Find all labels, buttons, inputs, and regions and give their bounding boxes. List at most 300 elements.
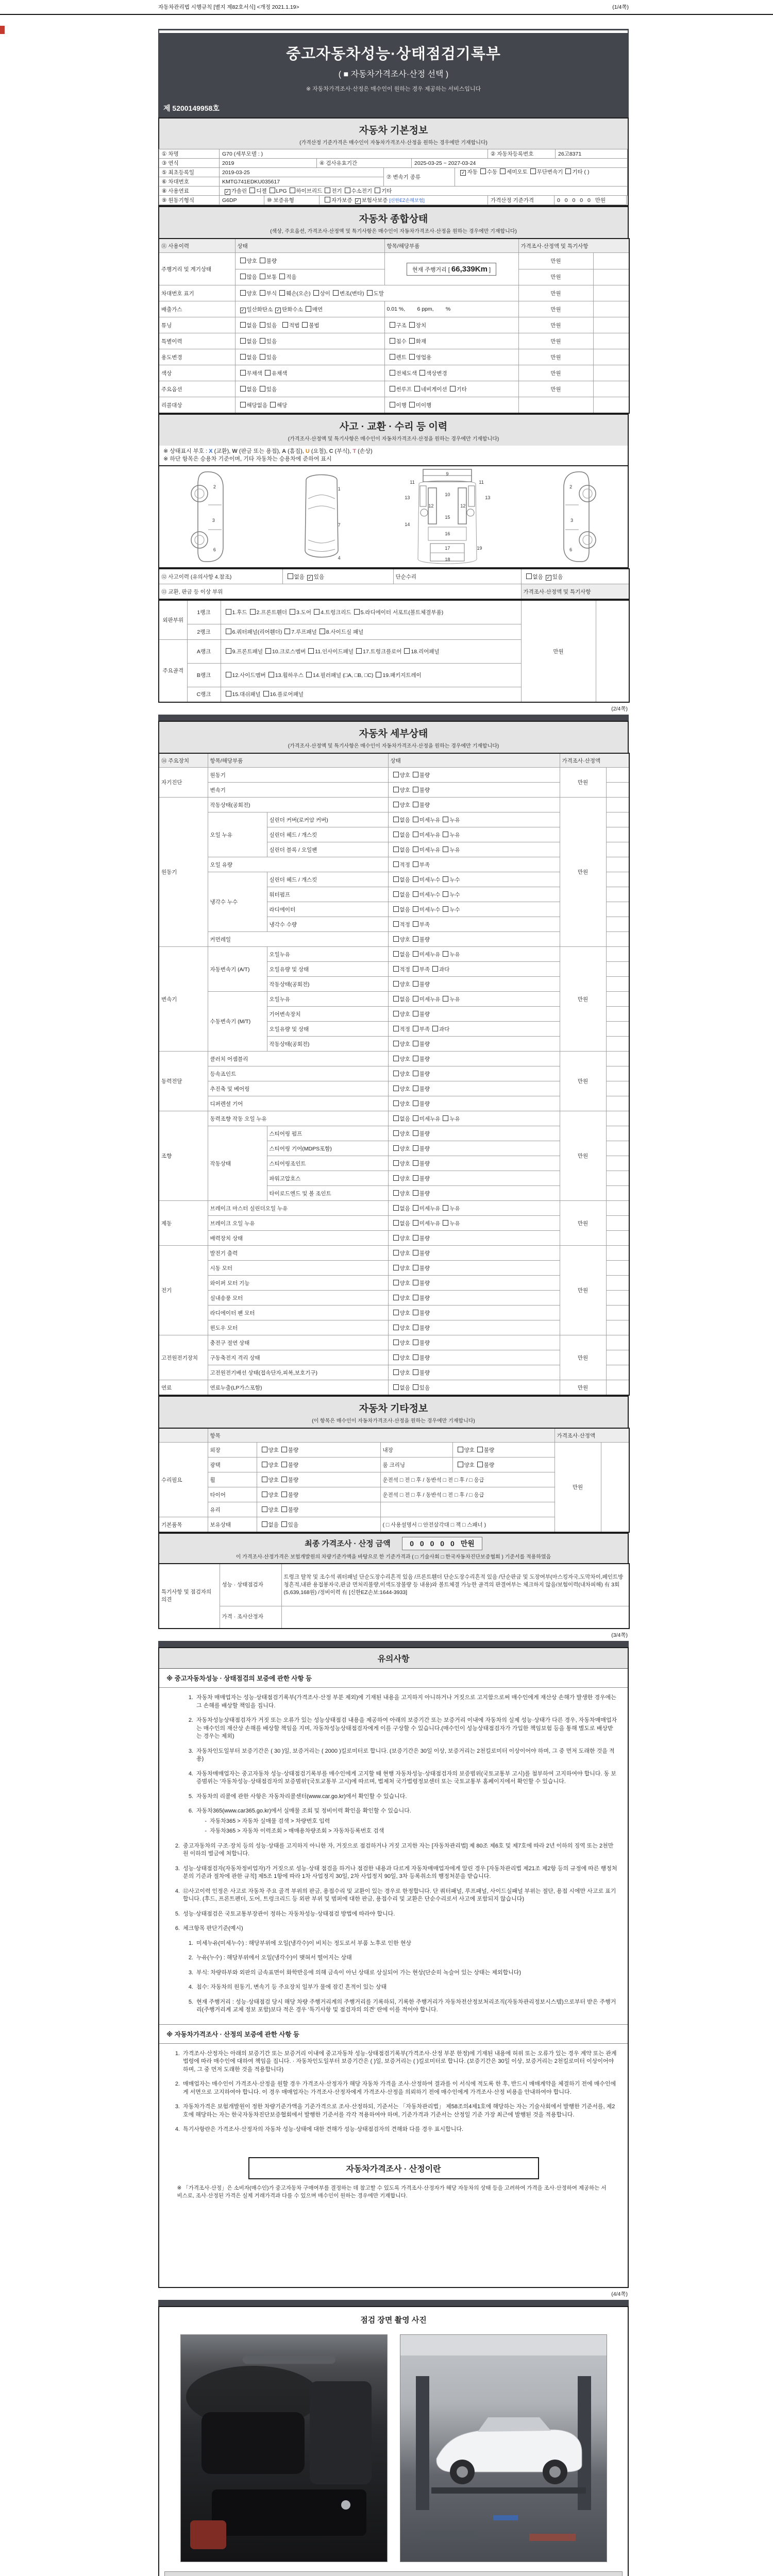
checkbox[interactable] (390, 370, 395, 376)
row-label: 색상 (159, 365, 235, 381)
checkbox[interactable] (240, 338, 246, 344)
price-cell: 만원 (518, 365, 593, 381)
diagram-part-number: 17 (445, 546, 450, 551)
accident-subtitle: (가격조사·산정액 및 특기사항은 매수인이 자동차가격조사·산정을 원하는 경우에만 기재합니다) (288, 436, 499, 442)
checkbox[interactable] (390, 322, 395, 328)
notice-section-2: ※ 자동차가격조사 · 산정의 보증에 관한 사항 등 (159, 2024, 628, 2044)
checkbox[interactable] (413, 981, 418, 987)
checkbox-label: 불량 (419, 1056, 430, 1062)
remark-cell (606, 872, 629, 887)
checkbox[interactable] (240, 290, 246, 296)
checkbox[interactable] (413, 772, 418, 777)
checkbox[interactable] (281, 1492, 287, 1497)
checkbox[interactable] (393, 772, 399, 777)
checkbox[interactable] (413, 1190, 418, 1196)
checkbox[interactable] (262, 1506, 267, 1512)
checkbox[interactable] (308, 648, 314, 654)
checkbox-label: 4.트렁크리드 (321, 609, 351, 616)
group-price: 만원 (560, 1335, 606, 1380)
checkbox[interactable] (413, 1250, 418, 1256)
group-price: 만원 (560, 1111, 606, 1201)
checkbox[interactable] (413, 1220, 418, 1226)
checkbox[interactable] (313, 290, 319, 296)
col-price: 가격조사·산정액 (554, 1428, 629, 1443)
checkbox[interactable] (260, 354, 265, 360)
checkbox-label: 없음 (399, 891, 410, 898)
item-label: 휠 (208, 1472, 257, 1487)
checkbox-label: 양호 (399, 787, 410, 793)
checkbox[interactable] (226, 629, 231, 634)
checkbox[interactable] (375, 188, 380, 193)
checkbox-label: 10.크로스멤버 (272, 648, 306, 655)
checkbox-label: 미세누유 (419, 1220, 441, 1227)
checkbox[interactable] (409, 354, 415, 360)
checkbox[interactable] (263, 691, 269, 697)
checkbox[interactable] (393, 921, 399, 927)
checkbox[interactable] (393, 787, 399, 792)
checkbox[interactable] (393, 1354, 399, 1360)
checkbox-label: 누유 (449, 1115, 460, 1122)
checkbox[interactable] (240, 354, 246, 360)
device-group: 자기진단 (159, 768, 208, 798)
checkbox[interactable] (443, 1205, 448, 1211)
checkbox[interactable] (260, 338, 265, 344)
checkbox-label: 상이 (320, 290, 330, 297)
checkbox[interactable] (249, 188, 255, 193)
checkbox-label: 양호 (399, 1369, 410, 1376)
row-label: 차대번호 표기 (159, 285, 235, 301)
checkbox[interactable] (390, 354, 395, 360)
checkbox[interactable]: ✓ (461, 170, 465, 175)
state-options (388, 1201, 560, 1216)
state-code: X (209, 448, 213, 454)
page-divider (158, 2300, 629, 2306)
checkbox[interactable] (443, 1115, 448, 1121)
rank-items (221, 600, 521, 624)
checkbox[interactable] (393, 1056, 399, 1061)
checkbox[interactable] (393, 1205, 399, 1211)
checkbox[interactable] (393, 981, 399, 987)
col-price: 가격조사·산정액 및 특기사항 (518, 239, 629, 253)
checkbox[interactable] (413, 1235, 418, 1241)
checkbox[interactable] (413, 921, 418, 927)
checkbox[interactable] (409, 322, 415, 328)
item-cell (384, 317, 518, 333)
checkbox[interactable] (240, 258, 246, 263)
checkbox[interactable] (393, 906, 399, 912)
checkbox[interactable] (240, 402, 246, 408)
checkbox[interactable] (240, 274, 246, 279)
checkbox[interactable] (413, 1071, 418, 1076)
checkbox[interactable] (413, 1026, 418, 1031)
checkbox-label: 19.패키지트레이 (382, 672, 422, 679)
remark-cell (606, 812, 629, 827)
checkbox[interactable] (262, 1447, 267, 1452)
checkbox[interactable]: ✓ (308, 574, 312, 580)
checkbox[interactable] (393, 1340, 399, 1345)
checkbox[interactable] (393, 1026, 399, 1031)
device-group: 제동 (159, 1201, 208, 1246)
checkbox[interactable] (281, 1477, 287, 1482)
checkbox[interactable] (393, 1086, 399, 1091)
checkbox-label: 양호 (399, 981, 410, 988)
checkbox[interactable] (443, 996, 448, 1002)
checkbox[interactable]: ✓ (241, 307, 245, 313)
checkbox[interactable] (281, 1521, 287, 1527)
checkbox[interactable] (393, 996, 399, 1002)
checkbox[interactable] (450, 386, 456, 392)
remark-cell (593, 397, 629, 414)
remark-cell (606, 1141, 629, 1156)
checkbox-label: 과다 (439, 1026, 450, 1032)
checkbox[interactable] (393, 1220, 399, 1226)
position-options: 운전석 □ 전 □ 후 / 동반석 □ 전 □ 후 / □ 응급 (380, 1487, 554, 1502)
checkbox[interactable] (432, 1026, 438, 1031)
checkbox[interactable] (413, 1369, 418, 1375)
checkbox[interactable] (413, 1205, 418, 1211)
state-options (388, 1276, 560, 1291)
checkbox[interactable] (393, 1265, 399, 1270)
checkbox[interactable] (354, 609, 360, 615)
checkbox[interactable] (443, 832, 448, 837)
checkbox[interactable] (281, 1462, 287, 1467)
checkbox[interactable] (260, 258, 265, 263)
item-label: 동력조향 작동 오일 누유 (208, 1111, 388, 1126)
basic-info-title: 자동차 기본정보 (359, 125, 428, 136)
checkbox-label: 누유 (449, 996, 460, 1003)
checkbox[interactable] (413, 787, 418, 792)
checkbox[interactable] (413, 966, 418, 972)
checkbox[interactable] (226, 672, 231, 677)
checkbox[interactable] (390, 338, 395, 344)
checkbox[interactable] (320, 629, 325, 634)
remark-cell (593, 253, 629, 269)
checkbox[interactable] (413, 951, 418, 957)
checkbox-label: 없음 (399, 996, 410, 1003)
checkbox[interactable] (414, 386, 420, 392)
checkbox[interactable] (413, 1310, 418, 1315)
checkbox-label: 누유 (449, 1220, 460, 1227)
checkbox-label: 12.사이드멤버 (232, 672, 266, 679)
checkbox[interactable] (325, 197, 330, 202)
checkbox[interactable] (393, 966, 399, 972)
checkbox[interactable] (443, 951, 448, 957)
checkbox[interactable] (404, 648, 410, 654)
checkbox[interactable] (288, 573, 293, 579)
checkbox[interactable] (325, 188, 330, 193)
checkbox[interactable] (393, 861, 399, 867)
checkbox-label: 양호 (399, 1056, 410, 1062)
checkbox[interactable] (260, 386, 265, 392)
diagram-part-number: 6 (569, 547, 573, 552)
checkbox[interactable] (413, 1056, 418, 1061)
checkbox[interactable] (413, 1265, 418, 1270)
remark-cell (606, 1201, 629, 1216)
checkbox[interactable] (226, 648, 231, 654)
checkbox-label: 적음 (286, 274, 297, 281)
checkbox[interactable] (262, 1477, 267, 1482)
car-diagram-right-side (543, 469, 604, 565)
detail-table (158, 753, 630, 1396)
item-label: 등속죠인트 (208, 1066, 388, 1081)
checkbox[interactable] (393, 951, 399, 957)
notice-item: 6. 체크항목 판단기준(예시) (175, 1925, 243, 1931)
checkbox[interactable] (526, 573, 532, 579)
checkbox[interactable] (413, 1175, 418, 1181)
item-label: 타이로드엔드 및 볼 조인트 (267, 1186, 388, 1201)
checkbox[interactable] (458, 1462, 463, 1467)
rank-items (221, 624, 521, 639)
checkbox[interactable] (390, 402, 395, 408)
item-label: 실린더 커버(로커암 커버) (267, 812, 388, 827)
checkbox[interactable] (413, 817, 418, 822)
checkbox[interactable] (302, 322, 308, 328)
car-diagram-top-view (291, 469, 352, 565)
checkbox[interactable] (413, 936, 418, 942)
row-label: 주요옵션 (159, 381, 235, 397)
item-label: 고전원전기배선 상태(접속단자,피복,보호기구) (208, 1365, 388, 1380)
checkbox-label: 양호 (464, 1447, 475, 1453)
checkbox[interactable] (413, 1145, 418, 1151)
checkbox-label: 화재 (415, 338, 427, 345)
checkbox-label: 15.대쉬패널 (232, 691, 261, 698)
item-label: 와이퍼 모터 기능 (208, 1276, 388, 1291)
checkbox[interactable] (376, 672, 381, 677)
checkbox[interactable]: ✓ (356, 198, 360, 204)
checkbox[interactable] (413, 1130, 418, 1136)
checkbox[interactable] (345, 188, 350, 193)
checkbox[interactable] (226, 609, 231, 615)
checkbox[interactable] (413, 1354, 418, 1360)
checkbox[interactable] (270, 402, 276, 408)
checkbox[interactable] (413, 1295, 418, 1300)
checkbox[interactable]: ✓ (546, 574, 551, 580)
checkbox[interactable] (413, 1086, 418, 1091)
col-usage: ⑪ 사용이력 (159, 239, 235, 253)
checkbox-label: 없음 (532, 573, 543, 580)
checkbox[interactable] (413, 996, 418, 1002)
checkbox[interactable] (413, 802, 418, 807)
document-header (158, 29, 629, 117)
checkbox-label: 불량 (419, 1086, 430, 1092)
checkbox[interactable] (284, 629, 290, 634)
item-label: 룸 크리닝 (380, 1458, 452, 1472)
checkbox[interactable] (281, 1447, 287, 1452)
checkbox[interactable] (290, 188, 295, 193)
group-price: 만원 (560, 768, 606, 798)
checkbox[interactable]: ✓ (225, 189, 230, 194)
checkbox[interactable] (393, 1250, 399, 1256)
checkbox-label: 불량 (483, 1447, 495, 1453)
checkbox[interactable] (413, 846, 418, 852)
checkbox-label: 있음 (266, 338, 277, 345)
rank-label: 2랭크 (187, 624, 221, 639)
checkbox[interactable] (393, 802, 399, 807)
checkbox[interactable] (480, 168, 486, 174)
checkbox[interactable] (565, 168, 571, 174)
checkbox[interactable] (265, 648, 271, 654)
notice-item: 5. 자동차의 리콜에 관한 사항은 자동차리콜센터(www.car.go.kr)에서 확인할 수 있습니다. (188, 1793, 407, 1800)
checkbox[interactable] (413, 1160, 418, 1166)
checkbox[interactable] (262, 1462, 267, 1467)
checkbox[interactable] (393, 1100, 399, 1106)
checkbox[interactable] (265, 370, 271, 376)
notice-item: 4. 자동차매매업자는 중고자동차 성능·상태점검기록부를 매수인에게 고지할 때 현행 자동차성능·상태점검자의 보증범위(국토교통부 고시)를 첨부하여 고지하여야 합니다. 동 보증범위는 '자동차성능·상태점검자의 보증범위'(국토교통부 고시)에 따르며, 법제처 국가법령정보센터 또는 국토교통부 홈페이지에서 확인할 수 있습니다. (188, 1770, 616, 1785)
checkbox[interactable] (477, 1462, 483, 1467)
checkbox-label: 구조 (396, 322, 407, 329)
checkbox-label: 불량 (419, 802, 430, 808)
checkbox[interactable] (393, 846, 399, 852)
checkbox[interactable] (413, 1011, 418, 1016)
checkbox[interactable] (393, 1310, 399, 1315)
state-options (452, 1443, 554, 1458)
checkbox[interactable] (393, 1115, 399, 1121)
checkbox[interactable] (260, 322, 265, 328)
checkbox[interactable] (413, 876, 418, 882)
checkbox[interactable] (393, 891, 399, 897)
remark-cell (606, 917, 629, 932)
diagram-part-number: 13 (405, 495, 410, 500)
checkbox[interactable] (419, 370, 425, 376)
checkbox[interactable] (281, 1506, 287, 1512)
checkbox[interactable] (393, 1160, 399, 1166)
checkbox[interactable] (393, 832, 399, 837)
checkbox[interactable] (413, 1325, 418, 1330)
checkbox[interactable] (333, 290, 339, 296)
checkbox[interactable] (314, 609, 320, 615)
checkbox[interactable] (393, 1295, 399, 1300)
checkbox-label: 16.플로어패널 (270, 691, 304, 698)
checkbox[interactable] (282, 322, 288, 328)
checkbox-label: 양호 (268, 1506, 279, 1513)
checkbox[interactable] (393, 1041, 399, 1046)
checkbox-label: 양호 (399, 802, 410, 808)
basic-items-group: 기본품목 (159, 1517, 208, 1533)
checkbox[interactable] (393, 817, 399, 822)
checkbox[interactable] (260, 290, 265, 296)
checkbox[interactable] (393, 1280, 399, 1285)
checkbox[interactable] (443, 891, 448, 897)
state-options (388, 1111, 560, 1126)
checkbox[interactable] (393, 1235, 399, 1241)
page-divider (158, 715, 629, 721)
checkbox[interactable] (367, 290, 373, 296)
checkbox[interactable] (393, 1325, 399, 1330)
car-diagram-underbody (398, 465, 496, 568)
checkbox[interactable] (458, 1447, 463, 1452)
checkbox[interactable] (240, 322, 246, 328)
checkbox[interactable] (443, 1220, 448, 1226)
remark-cell (606, 1111, 629, 1126)
checkbox-label: 누유 (449, 817, 460, 823)
checkbox-label: 있음 (266, 322, 277, 329)
etc-table (158, 1428, 630, 1533)
checkbox[interactable] (262, 1521, 267, 1527)
checkbox[interactable] (393, 1190, 399, 1196)
checkbox[interactable]: ✓ (276, 307, 280, 313)
checkbox[interactable] (393, 1175, 399, 1181)
checkbox[interactable] (356, 648, 362, 654)
checkbox[interactable] (413, 1115, 418, 1121)
checkbox[interactable] (226, 691, 231, 697)
checkbox-label: 해당없음 (246, 402, 268, 409)
checkbox[interactable] (393, 1011, 399, 1016)
remarks-label: 특기사항 및 점검자의 의견 (159, 1564, 220, 1629)
remark-cell (606, 1126, 629, 1141)
overall-subtitle: (색상, 주요옵션, 가격조사·산정액 및 특기사항은 매수인이 자동차가격조사·산정을 원하는 경우에만 기재합니다) (270, 229, 517, 234)
value-model-year: 2019 (219, 158, 317, 168)
checkbox-label: 없음 (399, 1220, 410, 1227)
item-label: 연료누출(LP가스포함) (208, 1380, 388, 1396)
checkbox[interactable] (443, 846, 448, 852)
remark-cell (606, 1246, 629, 1261)
checkbox[interactable] (260, 274, 265, 279)
checkbox[interactable] (393, 1130, 399, 1136)
checkbox[interactable] (413, 906, 418, 912)
checkbox-label: 양호 (399, 1280, 410, 1286)
checkbox[interactable] (413, 1280, 418, 1285)
remark-cell (606, 1231, 629, 1246)
checkbox-label: 불량 (288, 1447, 299, 1453)
checkbox-label: 양호 (464, 1462, 475, 1468)
item-label: 실내송풍 모터 (208, 1291, 388, 1306)
checkbox[interactable] (393, 1369, 399, 1375)
checkbox[interactable] (413, 861, 418, 867)
state-options (388, 932, 560, 947)
checkbox[interactable] (306, 306, 311, 312)
state-options (388, 1007, 560, 1022)
checkbox[interactable] (290, 609, 295, 615)
checkbox[interactable] (240, 386, 246, 392)
checkbox[interactable] (393, 1384, 399, 1390)
checkbox[interactable] (390, 386, 395, 392)
notice-item: 4. 침수: 자동차의 원동기, 변속기 등 주요장치 일부가 물에 잠긴 흔적이 있는 상태 (188, 1984, 387, 1990)
checkbox-label: 미세누유 (419, 817, 441, 823)
checkbox[interactable] (279, 274, 285, 279)
remark-cell (606, 827, 629, 842)
checkbox[interactable] (413, 1041, 418, 1046)
checkbox[interactable] (409, 338, 415, 344)
checkbox[interactable] (306, 672, 312, 677)
checkbox[interactable] (443, 817, 448, 822)
checkbox-label: 불법 (309, 322, 320, 329)
checkbox[interactable] (268, 672, 274, 677)
checkbox[interactable] (279, 290, 285, 296)
state-options (235, 333, 384, 349)
checkbox[interactable] (477, 1447, 483, 1452)
checkbox[interactable] (270, 188, 275, 193)
checkbox[interactable] (530, 168, 536, 174)
checkbox[interactable] (443, 906, 448, 912)
checkbox[interactable] (409, 402, 415, 408)
checkbox[interactable] (413, 1100, 418, 1106)
checkbox[interactable] (393, 1071, 399, 1076)
checkbox[interactable] (413, 832, 418, 837)
checkbox[interactable] (393, 1145, 399, 1151)
checkbox[interactable] (393, 936, 399, 942)
checkbox[interactable] (393, 876, 399, 882)
checkbox[interactable] (443, 876, 448, 882)
checkbox[interactable] (262, 1492, 267, 1497)
checkbox[interactable] (413, 1384, 418, 1390)
remark-cell (606, 887, 629, 902)
checkbox[interactable] (500, 168, 506, 174)
checkbox[interactable] (240, 370, 246, 376)
checkbox[interactable] (250, 609, 256, 615)
checkbox[interactable] (413, 891, 418, 897)
checkbox[interactable] (413, 1340, 418, 1345)
checkbox[interactable] (432, 966, 438, 972)
